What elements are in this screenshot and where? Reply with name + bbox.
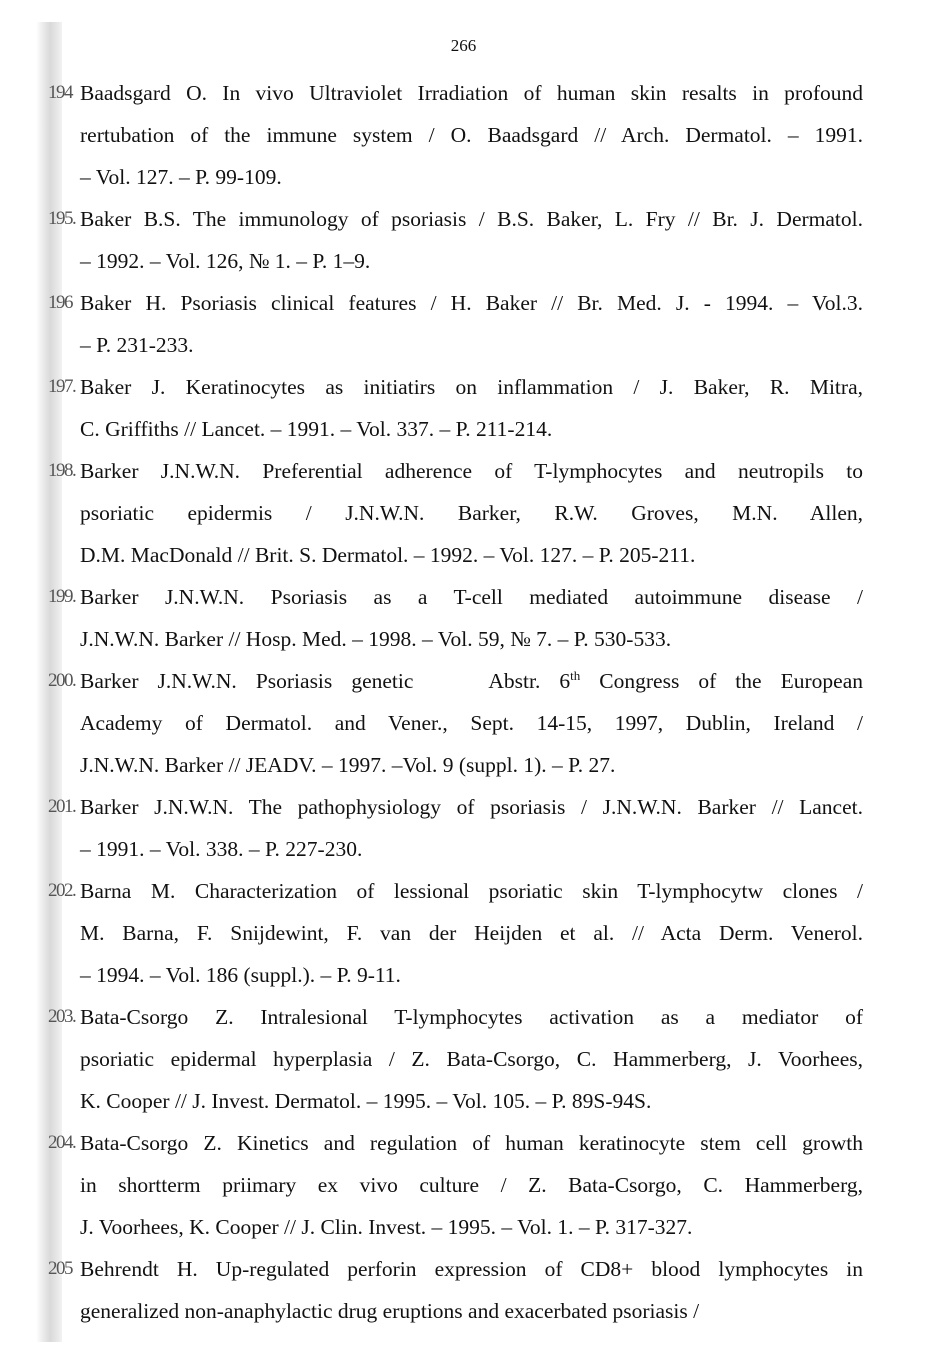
reference-line: Barker J.N.W.N. Psoriasis as a T-cell mediated autoimmune disease / [80,585,863,609]
reference-number: 198. [48,460,76,481]
reference-line: Barker J.N.W.N. Preferential adherence of T-lymphocytes and neutropils to [80,459,863,483]
reference-line: D.M. MacDonald // Brit. S. Dermatol. – 1992. – Vol. 127. – P. 205-211. [80,543,696,567]
page-number: 266 [450,36,477,55]
reference-line: Bata-Csorgo Z. Intralesional T-lymphocytes activation as a mediator of [80,1005,863,1029]
reference-line: – 1992. – Vol. 126, № 1. – P. 1–9. [80,249,371,273]
reference-line: J. Voorhees, K. Cooper // J. Clin. Invest. – 1995. – Vol. 1. – P. 317-327. [80,1215,693,1239]
reference-line: J.N.W.N. Barker // JEADV. – 1997. –Vol. 9 (suppl. 1). – P. 27. [80,753,616,777]
reference-line: K. Cooper // J. Invest. Dermatol. – 1995. – Vol. 105. – P. 89S-94S. [80,1089,652,1113]
reference-number: 194 [48,82,72,103]
reference-line: C. Griffiths // Lancet. – 1991. – Vol. 337. – P. 211-214. [80,417,553,441]
reference-line: – 1994. – Vol. 186 (suppl.). – P. 9-11. [80,963,401,987]
reference-line: Baadsgard O. In vivo Ultraviolet Irradiation of human skin resalts in profound [80,81,863,105]
reference-number: 195. [48,208,76,229]
reference-number: 200. [48,670,76,691]
reference-line: – 1991. – Vol. 338. – P. 227-230. [80,837,363,861]
reference-line: psoriatic epidermal hyperplasia / Z. Bata-Csorgo, C. Hammerberg, J. Voorhees, [80,1047,863,1071]
reference-line: Barna M. Characterization of lessional psoriatic skin T-lymphocytw clones / [80,879,863,903]
reference-number: 204. [48,1132,76,1153]
reference-line: M. Barna, F. Snijdewint, F. van der Heijden et al. // Acta Derm. Venerol. [80,921,863,945]
reference-number: 201. [48,796,76,817]
reference-line [80,660,863,702]
reference-line: rertubation of the immune system / O. Baadsgard // Arch. Dermatol. – 1991. [80,123,863,147]
reference-number: 197. [48,376,76,397]
reference-line: psoriatic epidermis / J.N.W.N. Barker, R.W. Groves, M.N. Allen, [80,501,863,525]
reference-line: Barker J.N.W.N. The pathophysiology of psoriasis / J.N.W.N. Barker // Lancet. [80,795,863,819]
reference-line: Bata-Csorgo Z. Kinetics and regulation of human keratinocyte stem cell growth [80,1131,863,1155]
reference-number: 196 [48,292,72,313]
reference-line: generalized non-anaphylactic drug eruptions and exacerbated psoriasis / [80,1299,700,1323]
reference-number: 199. [48,586,76,607]
superscript: th [570,667,581,683]
reference-text: Barker J.N.W.N. Psoriasis genetic Abstr. 6 [80,669,571,693]
reference-line: – P. 231-233. [80,333,194,357]
reference-line: Baker J. Keratinocytes as initiatirs on inflammation / J. Baker, R. Mitra, [80,375,863,399]
reference-line: Baker B.S. The immunology of psoriasis / B.S. Baker, L. Fry // Br. J. Dermatol. [80,207,863,231]
reference-number: 205 [48,1258,72,1279]
reference-text: Congress of the European [580,669,863,693]
reference-line: in shortterm priimary ex vivo culture / Z. Bata-Csorgo, C. Hammerberg, [80,1173,863,1197]
reference-line: Baker H. Psoriasis clinical features / H. Baker // Br. Med. J. - 1994. – Vol.3. [80,291,863,315]
reference-line: Academy of Dermatol. and Vener., Sept. 14-15, 1997, Dublin, Ireland / [80,711,863,735]
reference-line: J.N.W.N. Barker // Hosp. Med. – 1998. – Vol. 59, № 7. – P. 530-533. [80,627,672,651]
reference-number: 203. [48,1006,76,1027]
reference-line: – Vol. 127. – P. 99-109. [80,165,282,189]
reference-line: Behrendt H. Up-regulated perforin expression of CD8+ blood lymphocytes in [80,1257,863,1281]
reference-number: 202. [48,880,76,901]
